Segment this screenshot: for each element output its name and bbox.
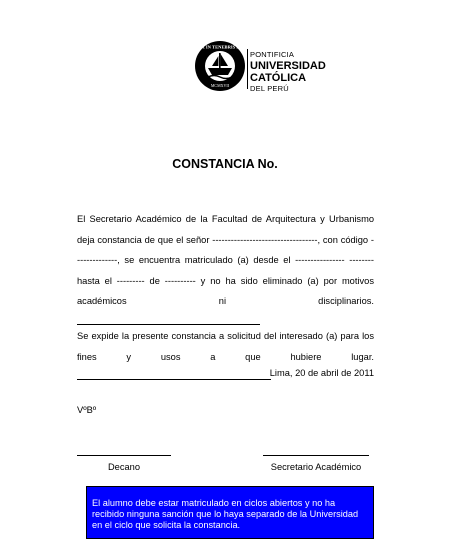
- issue-date: Lima, 20 de abril de 2011: [269, 368, 374, 378]
- logo-line-universidad: UNIVERSIDAD: [250, 60, 326, 72]
- purpose-paragraph: Se expide la presente constancia a solicitud del interesado (a) para los fines y usos a que hubiere lugar.: [77, 326, 374, 388]
- enrolled-to-blank: ---------: [116, 275, 145, 286]
- logo-divider: [247, 49, 248, 89]
- logo-line-catolica: CATÓLICA: [250, 72, 307, 84]
- university-seal-icon: [187, 40, 253, 92]
- seal-motto: ET LUX IN TENEBRIS LUCET: [187, 44, 253, 50]
- enrolled-from-blank: ----------------: [295, 255, 345, 265]
- document-title: CONSTANCIA No.: [172, 157, 278, 171]
- disciplinary-blank-line: [77, 315, 260, 325]
- enrollment-notice-box: El alumno debe estar matriculado en ciclos abiertos y no ha recibido ninguna sanción que lo haya separado de la Universidad en el ciclo que solicita la constancia.: [86, 486, 374, 539]
- approval-mark: VºBº: [77, 405, 97, 415]
- secretary-signature-line: [263, 455, 369, 456]
- student-code-blank: --------------: [77, 234, 375, 265]
- purpose-blank-line: [77, 370, 271, 380]
- dean-label: Decano: [107, 462, 141, 472]
- logo-line-pontificia: PONTIFICIA: [250, 50, 295, 59]
- logo-line-del-peru: DEL PERÚ: [250, 84, 289, 93]
- secretary-label: Secretario Académico: [270, 462, 362, 472]
- university-name: [250, 50, 326, 94]
- certificate-paragraph: El Secretario Académico de la Facultad de Arquitectura y Urbanismo deja constancia de que el señor ----------------------------------, con código --------------, se encuentra matriculado (a) desde el ---------------- --------hasta el --------- de ---------- y no ha sido eliminado (a) por motivos académicos ni disciplinarios.: [77, 209, 374, 332]
- dean-signature-line: [77, 455, 171, 456]
- student-name-blank: ----------------------------------: [212, 234, 318, 245]
- seal-year: MCMXVII: [210, 83, 230, 88]
